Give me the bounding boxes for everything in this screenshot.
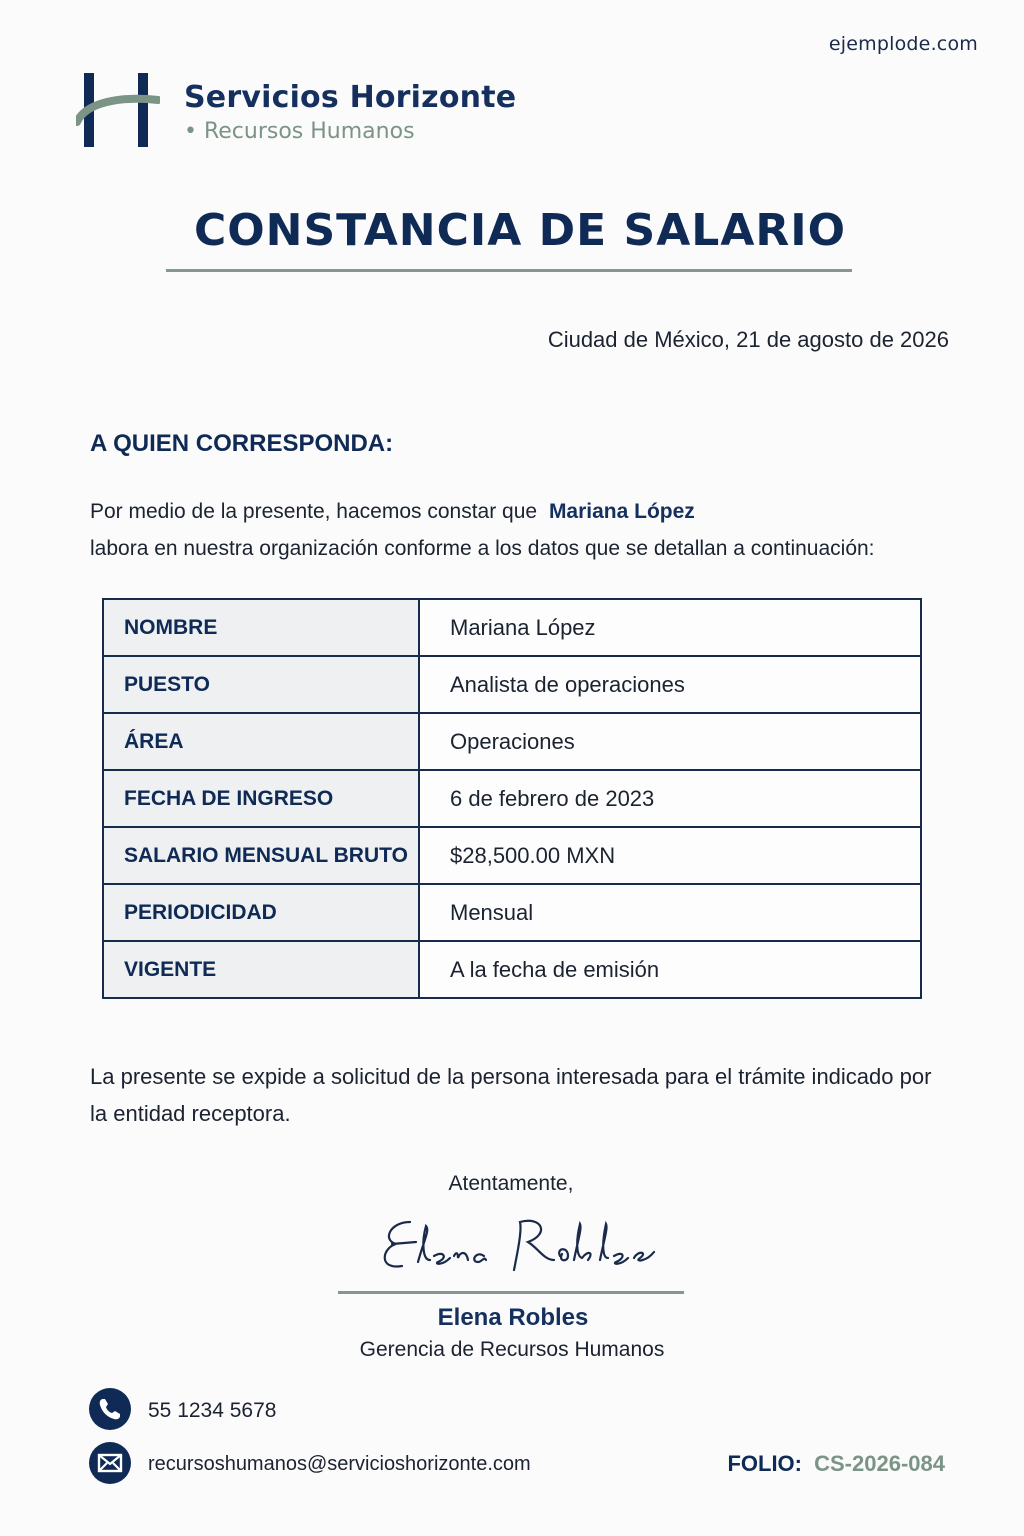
table-row (103, 827, 921, 884)
row-label: VIGENTE (103, 941, 419, 998)
row-label: PERIODICIDAD (103, 884, 419, 941)
folio (727, 1451, 945, 1477)
closing-paragraph: La presente se expide a solicitud de la persona interesada para el trámite indicado por la entidad receptora. (90, 1064, 932, 1126)
employee-name: Mariana López (548, 500, 695, 523)
row-value: Mensual (419, 884, 921, 941)
row-value: Mariana López (419, 599, 921, 656)
folio-value: CS-2026-084 (814, 1451, 945, 1476)
place-date: Ciudad de México, 21 de agosto de 2026 (547, 327, 949, 352)
regards: Atentamente, (448, 1172, 574, 1195)
company-logo (76, 70, 160, 150)
employee-data-table (102, 598, 922, 999)
intro-prefix: Por medio de la presente, hacemos constar que (90, 500, 538, 523)
row-value: Analista de operaciones (419, 656, 921, 713)
row-label: NOMBRE (103, 599, 419, 656)
row-label: FECHA DE INGRESO (103, 770, 419, 827)
contact-phone: 55 1234 5678 (148, 1399, 277, 1422)
table-row (103, 656, 921, 713)
row-value: 6 de febrero de 2023 (419, 770, 921, 827)
intro-suffix: labora en nuestra organización conforme a los datos que se detallan a continuación: (90, 537, 875, 560)
intro-paragraph (90, 493, 950, 567)
table-row (103, 884, 921, 941)
signer-name: Elena Robles (437, 1304, 589, 1331)
row-value: A la fecha de emisión (419, 941, 921, 998)
title-divider (166, 269, 852, 272)
row-label: ÁREA (103, 713, 419, 770)
greeting: A QUIEN CORRESPONDA: (90, 430, 394, 457)
signer-role: Gerencia de Recursos Humanos (359, 1338, 665, 1361)
signature-line (338, 1291, 684, 1294)
company-name: Servicios Horizonte (184, 80, 517, 115)
table-row (103, 941, 921, 998)
row-label: SALARIO MENSUAL BRUTO (103, 827, 419, 884)
table-row (103, 770, 921, 827)
row-value: Operaciones (419, 713, 921, 770)
row-value: $28,500.00 MXN (419, 827, 921, 884)
contact-email: recursoshumanos@servicioshorizonte.com (148, 1453, 531, 1475)
table-row (103, 713, 921, 770)
row-label: PUESTO (103, 656, 419, 713)
website-link: ejemplode.com (828, 33, 978, 55)
mail-icon (89, 1442, 131, 1484)
folio-label: FOLIO: (727, 1451, 802, 1476)
document-title: CONSTANCIA DE SALARIO (193, 205, 847, 256)
company-department: • Recursos Humanos (184, 119, 415, 144)
handwritten-signature (372, 1200, 662, 1290)
table-row (103, 599, 921, 656)
phone-icon (89, 1388, 131, 1430)
